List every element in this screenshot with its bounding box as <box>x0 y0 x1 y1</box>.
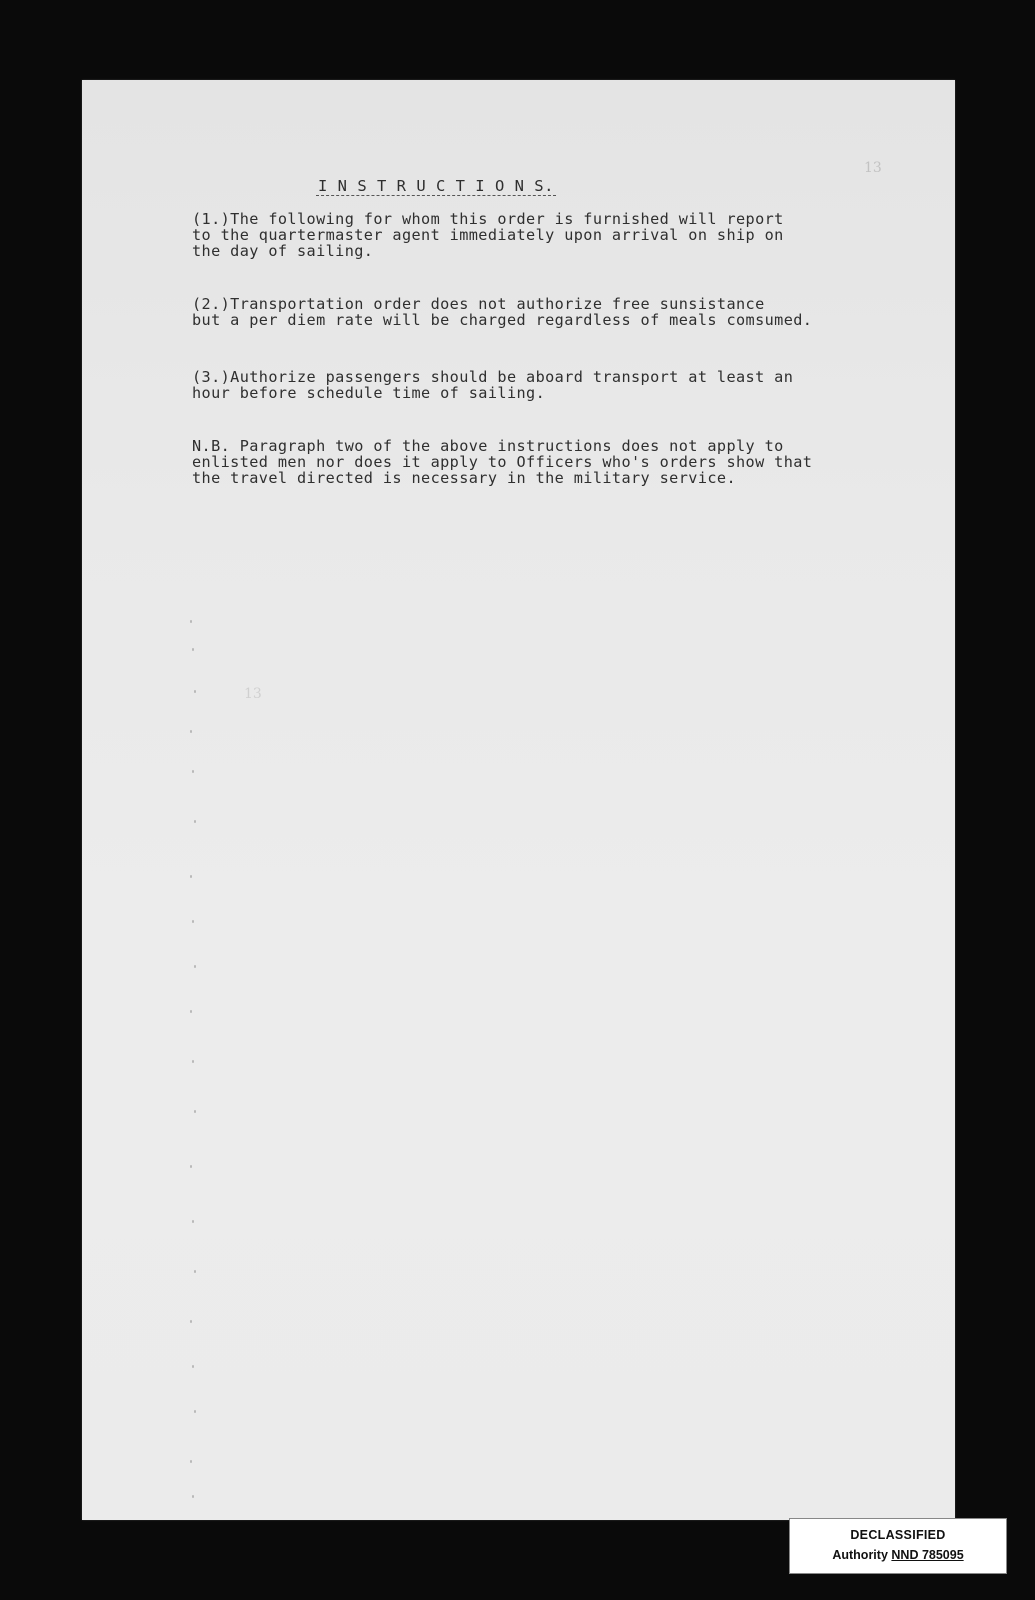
paragraph-line: the day of sailing. <box>192 242 374 260</box>
binding-perforations <box>190 620 202 1500</box>
paragraph-line: (2.)Transportation order does not authorize free sunsistance <box>192 295 765 313</box>
perforation-dot <box>190 875 192 878</box>
perforation-dot <box>192 1220 194 1223</box>
paragraph-line: but a per diem rate will be charged regardless of meals comsumed. <box>192 311 813 329</box>
perforation-dot <box>192 648 194 651</box>
instruction-paragraph-1 <box>192 211 784 259</box>
stamp-authority-label: Authority <box>832 1548 888 1562</box>
perforation-dot <box>190 1460 192 1463</box>
paragraph-line: (1.)The following for whom this order is furnished will report <box>192 210 784 228</box>
document-heading: I N S T R U C T I O N S. <box>318 177 554 195</box>
perforation-dot <box>194 965 196 968</box>
perforation-dot <box>192 920 194 923</box>
perforation-dot <box>192 770 194 773</box>
perforation-dot <box>192 1495 194 1498</box>
instruction-paragraph-3 <box>192 369 793 401</box>
perforation-dot <box>190 620 192 623</box>
heading-underline <box>316 195 556 200</box>
stamp-title: DECLASSIFIED <box>850 1528 946 1542</box>
page-number-mark: 13 <box>864 160 882 176</box>
perforation-dot <box>190 1320 192 1323</box>
perforation-dot <box>192 1365 194 1368</box>
paragraph-line: to the quartermaster agent immediately upon arrival on ship on <box>192 226 784 244</box>
nota-bene-paragraph <box>192 438 812 486</box>
paragraph-line: hour before schedule time of sailing. <box>192 384 546 402</box>
stamp-authority <box>790 1548 1006 1562</box>
perforation-dot <box>194 820 196 823</box>
perforation-dot <box>194 690 196 693</box>
perforation-dot <box>190 1165 192 1168</box>
declassified-stamp <box>789 1518 1007 1574</box>
perforation-dot <box>194 1410 196 1413</box>
perforation-dot <box>190 730 192 733</box>
perforation-dot <box>194 1110 196 1113</box>
perforation-dot <box>190 1010 192 1013</box>
document-page <box>82 80 955 1520</box>
paragraph-line: N.B. Paragraph two of the above instructions does not apply to <box>192 437 784 455</box>
paragraph-line: enlisted men nor does it apply to Officers who's orders show that <box>192 453 813 471</box>
faint-stamp-mark: 13 <box>244 686 262 702</box>
instruction-paragraph-2 <box>192 296 812 328</box>
perforation-dot <box>194 1270 196 1273</box>
paragraph-line: (3.)Authorize passengers should be aboard transport at least an <box>192 368 794 386</box>
paragraph-line: the travel directed is necessary in the military service. <box>192 469 736 487</box>
stamp-authority-code: NND 785095 <box>891 1548 964 1562</box>
perforation-dot <box>192 1060 194 1063</box>
